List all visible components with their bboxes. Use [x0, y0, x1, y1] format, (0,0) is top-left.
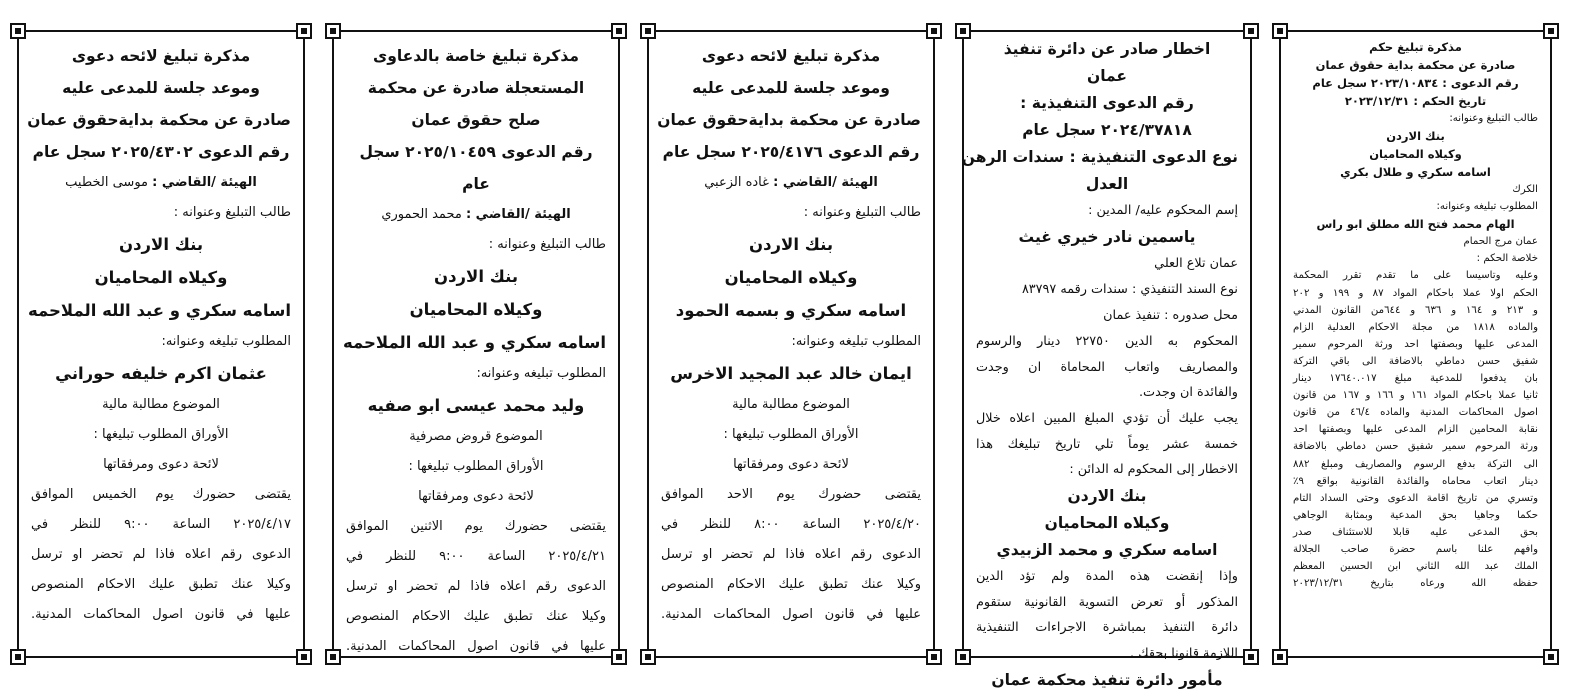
frame-corner-ornament — [1243, 23, 1259, 39]
judge-line — [661, 168, 921, 198]
notice-judgment — [1279, 30, 1552, 658]
judge-name: غاده الزعبي — [704, 175, 769, 190]
frame-corner-ornament — [296, 649, 312, 665]
frame-corner-ornament — [1543, 649, 1559, 665]
applicant-agents-label: وكيلاه المحاميان — [724, 268, 858, 287]
summary-line: نقابة المحامين الزام المدعى عليها وبصفتها احد — [1293, 424, 1538, 436]
summary-line: والماده ١٨١٨ من مجلة الاحكام العدلية الزام — [1293, 321, 1538, 333]
payment-instruction-line: يجب عليك أن تؤدي المبلغ المبين اعلاه خلال — [976, 411, 1238, 426]
court-name: صادرة عن محكمة بدايةحقوق عمان — [27, 111, 291, 129]
frame-corner-ornament — [1243, 649, 1259, 665]
judgment-date: تاريخ الحكم : ٢٠٢٣/١٢/٣١ — [1344, 94, 1487, 108]
summary-line: بان يدفعوا للمدعية مبلغ ١٧٦٤٠.٠١٧ دينار — [1293, 373, 1538, 385]
case-number: رقم الدعوى ٢٠٢٥/١٠٤٥٩ سجل — [359, 143, 593, 161]
notice-title-city: عمان — [1086, 67, 1128, 85]
applicant-city: الكرك — [1512, 184, 1538, 196]
frame-corner-ornament — [1272, 649, 1288, 665]
docs-label: الأوراق المطلوب تبليغها : — [93, 427, 229, 442]
frame-corner-ornament — [1543, 23, 1559, 39]
hearing-line: وكيلا عنك تطبق عليك الاحكام المنصوص — [31, 577, 291, 592]
frame-corner-ornament — [325, 649, 341, 665]
hearing-line: ٢٠٢٥/٤/٢٠ الساعة ٨:٠٠ للنظر في — [661, 517, 921, 532]
case-type: نوع الدعوى التنفيذية : سندات الرهن — [961, 148, 1238, 166]
frame-corner-ornament — [955, 23, 971, 39]
respondent-name: عثمان اكرم خليفه حوراني — [55, 364, 267, 383]
applicant-bank: بنك الاردن — [1386, 129, 1445, 144]
docs-label: الأوراق المطلوب تبليغها : — [408, 459, 544, 474]
applicant-bank: بنك الاردن — [118, 235, 204, 254]
frame-corner-ornament — [611, 23, 627, 39]
warning-line: المذكور أو تعرض التسوية القانونية ستقوم — [976, 594, 1238, 610]
summary-line: وعليه وتاسيسا على ما تقدم تقرر المحكمة — [1293, 270, 1538, 282]
frame-corner-ornament — [1272, 23, 1288, 39]
applicant-lawyers: اسامه سكري و عبد الله الملاحمه — [27, 301, 291, 320]
bond-type: نوع السند التنفيذي : سندات رقمه ٨٣٧٩٧ — [1021, 282, 1238, 297]
hearing-line: ٢٠٢٥/٤/١٧ الساعة ٩:٠٠ للنظر في — [31, 517, 291, 532]
notice-claim-4302 — [17, 30, 305, 658]
subject: الموضوع قروض مصرفية — [409, 429, 543, 444]
frame-corner-ornament — [296, 23, 312, 39]
judge-label: الهيئة /القاضي : — [773, 175, 878, 190]
hearing-line: يقتضى حضورك يوم الاحد الموافق — [661, 487, 921, 502]
applicant-agents-label: وكيلاه المحاميان — [409, 300, 543, 319]
hearing-line: عليها في قانون اصول المحاكمات المدنية. — [31, 607, 291, 622]
payment-instruction-line: الاخطار إلى المحكوم له الدائن : — [1069, 462, 1238, 477]
judgment-summary — [1293, 267, 1538, 592]
summary-line: حفظه الله ورعاه بتاريخ ٢٠٢٣/١٢/٣١ — [1293, 578, 1538, 590]
frame-corner-ornament — [926, 649, 942, 665]
hearing-line: عليها في قانون اصول المحاكمات المدنية. — [661, 607, 921, 622]
summary-line: الملك عبد الله الثاني ابن الحسين المعظم — [1293, 561, 1538, 573]
hearing-line: الدعوى رقم اعلاه فاذا لم تحضر او ترسل — [661, 547, 921, 562]
case-number: رقم الدعوى ٢٠٢٥/٤١٧٦ سجل عام — [662, 143, 920, 161]
summary-label: خلاصة الحكم : — [1476, 253, 1538, 265]
notice-claim-4176 — [647, 30, 935, 658]
case-type-cont: العدل — [1085, 175, 1129, 193]
docs: لائحة دعوى ومرفقاتها — [418, 489, 534, 504]
respondent-label: المطلوب تبليغه وعنوانه: — [161, 334, 291, 349]
summary-line: و ٢١٣ و ١٦٤ و ٦٣٦ و ٦٤٤من القانون المدني — [1293, 304, 1538, 316]
judge-line — [31, 168, 291, 198]
issue-place: محل صدوره : تنفيذ عمان — [1103, 308, 1238, 323]
respondent-label: المطلوب تبليغه وعنوانه: — [1436, 201, 1538, 213]
case-number: ٢٠٢٤/٣٧٨١٨ سجل عام — [1022, 121, 1192, 139]
warning-line: اللازمة قانونا بحقك . — [1130, 645, 1238, 661]
hearing-line: وكيلا عنك تطبق عليك الاحكام المنصوص — [661, 577, 921, 592]
creditor-bank: بنك الاردن — [1067, 487, 1147, 505]
notice-title: مذكرة تبليغ لائحه دعوى — [71, 47, 251, 65]
notice-subtitle: وموعد جلسة للمدعى عليه — [62, 79, 260, 97]
frame-corner-ornament — [640, 23, 656, 39]
summary-line: المدعى عليها وبصفتها احد ورثة المرحوم سمير — [1293, 338, 1538, 350]
summary-line: اصول المحاكمات المدنية والماده ٤٦/٤ من قانون — [1293, 407, 1538, 419]
applicant-bank: بنك الاردن — [748, 235, 834, 254]
hearing-line: الدعوى رقم اعلاه فاذا لم تحضر او ترسل — [31, 547, 291, 562]
frame-corner-ornament — [10, 649, 26, 665]
case-number: رقم الدعوى : ٢٠٢٣/١٠٨٣٤ سجل عام — [1312, 76, 1519, 90]
judge-line — [346, 200, 606, 230]
payment-instruction-line: خمسة عشر يوماً تلي تاريخ تبليغك هذا — [976, 436, 1238, 452]
respondent-label: المطلوب تبليغه وعنوانه: — [476, 366, 606, 381]
notice-urgent-10459 — [332, 30, 620, 658]
applicant-lawyers: اسامه سكري و بسمه الحمود — [675, 301, 907, 320]
frame-corner-ornament — [325, 23, 341, 39]
applicant-lawyers: اسامه سكري و عبد الله الملاحمه — [342, 333, 606, 352]
respondent-address: عمان مرج الحمام — [1463, 236, 1538, 248]
notice-subtitle: وموعد جلسة للمدعى عليه — [692, 79, 890, 97]
notice-title: مذكرة تبليغ خاصة بالدعاوى — [373, 47, 579, 65]
hearing-line: يقتضى حضورك يوم الخميس الموافق — [31, 487, 291, 502]
respondent-label: المطلوب تبليغه وعنوانه: — [791, 334, 921, 349]
signature: مأمور دائرة تنفيذ محكمة عمان — [991, 670, 1223, 689]
warning-line: وإذا إنقضت هذه المدة ولم تؤد الدين — [976, 569, 1238, 584]
summary-line: شفيق حسن دماطي بالاضافة الى باقي التركة — [1293, 355, 1538, 367]
applicant-label: طالب التبليغ وعنوانه : — [488, 237, 606, 252]
debtor-name: ياسمين نادر خيري غيث — [1018, 228, 1196, 246]
judgment-amount-line: والمصاريف واتعاب المحاماة ان وجدت — [976, 359, 1238, 375]
notice-execution — [961, 30, 1252, 689]
applicant-label: طالب التبليغ وعنوانه : — [173, 205, 291, 220]
debtor-address: عمان تلاع العلي — [1154, 256, 1238, 271]
hearing-line: الدعوى رقم اعلاه فاذا لم تحضر او ترسل — [346, 579, 606, 594]
summary-line: وافهم علنا باسم حضرة صاحب الجلالة — [1293, 543, 1538, 555]
case-number: رقم الدعوى ٢٠٢٥/٤٣٠٢ سجل عام — [32, 143, 290, 161]
applicant-agents-label: وكيلاه المحاميان — [94, 268, 228, 287]
subject: الموضوع مطالبة مالية — [102, 397, 220, 412]
applicant-label: طالب التبليغ وعنوانه: — [1449, 113, 1538, 124]
frame-corner-ornament — [926, 23, 942, 39]
notice-title: اخطار صادر عن دائرة تنفيذ — [1003, 40, 1211, 58]
case-number-cont: عام — [462, 175, 490, 193]
court-name: صلح حقوق عمان — [411, 111, 541, 129]
applicant-agents-label: وكيلاه المحاميان — [1369, 147, 1462, 162]
hearing-line: عليها في قانون اصول المحاكمات المدنية. — [346, 639, 606, 654]
frame-corner-ornament — [10, 23, 26, 39]
judge-label: الهيئة /القاضي : — [465, 207, 571, 222]
debtor-label: إسم المحكوم عليه/ المدين : — [1088, 203, 1238, 218]
notice-title: مذكرة تبليغ حكم — [1369, 40, 1462, 54]
summary-line: الى التركة بدفع الرسوم والمصاريف ومبلغ ٨٨٢ — [1293, 458, 1538, 470]
notice-subtitle: المستعجلة صادرة عن محكمة — [367, 79, 585, 97]
judgment-amount-line: والفائدة ان وجدت. — [1138, 385, 1238, 400]
case-label: رقم الدعوى التنفيذية : — [1020, 94, 1194, 112]
applicant-bank: بنك الاردن — [433, 267, 519, 286]
court-name: صادرة عن محكمة بداية حقوق عمان — [1315, 58, 1516, 72]
docs: لائحة دعوى ومرفقاتها — [733, 457, 849, 472]
creditor-agents-label: وكيلاه المحاميان — [1044, 514, 1170, 532]
summary-line: ثانيا عملا باحكام المواد ١٦١ و ١٦٦ و ١٦٧ من قانون — [1293, 390, 1538, 402]
judge-name: موسى الخطيب — [65, 175, 148, 190]
hearing-line: ٢٠٢٥/٤/٢١ الساعة ٩:٠٠ للنظر في — [346, 549, 606, 564]
docs: لائحة دعوى ومرفقاتها — [103, 457, 219, 472]
hearing-line: يقتضى حضورك يوم الاثنين الموافق — [346, 519, 606, 534]
summary-line: وتسري من تاريخ اقامة الدعوى وحتى السداد التام — [1293, 492, 1538, 504]
docs-label: الأوراق المطلوب تبليغها : — [723, 427, 859, 442]
judge-name: محمد الحموري — [381, 207, 462, 222]
frame-corner-ornament — [611, 649, 627, 665]
summary-line: الحكم اولا عملا باحكام المواد ٨٧ و ١٩٩ و ٢٠٢ — [1293, 287, 1538, 299]
applicant-label: طالب التبليغ وعنوانه : — [803, 205, 921, 220]
respondent-name: الهام محمد فتح الله مطلق ابو راس — [1316, 217, 1515, 232]
respondent-name: ايمان خالد عبد المجيد الاخرس — [670, 364, 912, 383]
summary-line: ورثة المرحوم سمير شفيق حسن دماطي بالاضافة — [1293, 441, 1538, 453]
subject: الموضوع مطالبة مالية — [732, 397, 850, 412]
respondent-name: وليد محمد عيسى ابو صفيه — [367, 396, 585, 415]
warning-line: دائرة التنفيذ بمباشرة الاجراءات التنفيذية — [976, 620, 1238, 635]
judge-label: الهيئة /القاضي : — [152, 175, 257, 190]
court-name: صادرة عن محكمة بدايةحقوق عمان — [657, 111, 921, 129]
applicant-lawyers: اسامه سكري و طلال بكري — [1340, 165, 1491, 180]
summary-line: دينار اتعاب محاماه والفائدة القانونية بواقع ٩٪ — [1293, 475, 1538, 487]
frame-corner-ornament — [955, 649, 971, 665]
summary-line: بحق المدعى عليه قابلا للاستئناف صدر — [1293, 526, 1538, 538]
frame-corner-ornament — [640, 649, 656, 665]
hearing-line: وكيلا عنك تطبق عليك الاحكام المنصوص — [346, 609, 606, 624]
summary-line: حكما وجاهيا بحق المدعية وبمثابة الوجاهي — [1293, 509, 1538, 521]
judgment-amount-line: المحكوم به الدين ٢٢٧٥٠ دينار والرسوم — [976, 334, 1238, 349]
notice-title: مذكرة تبليغ لائحه دعوى — [701, 47, 881, 65]
creditor-lawyers: اسامه سكري و محمد الزبيدي — [996, 541, 1218, 559]
